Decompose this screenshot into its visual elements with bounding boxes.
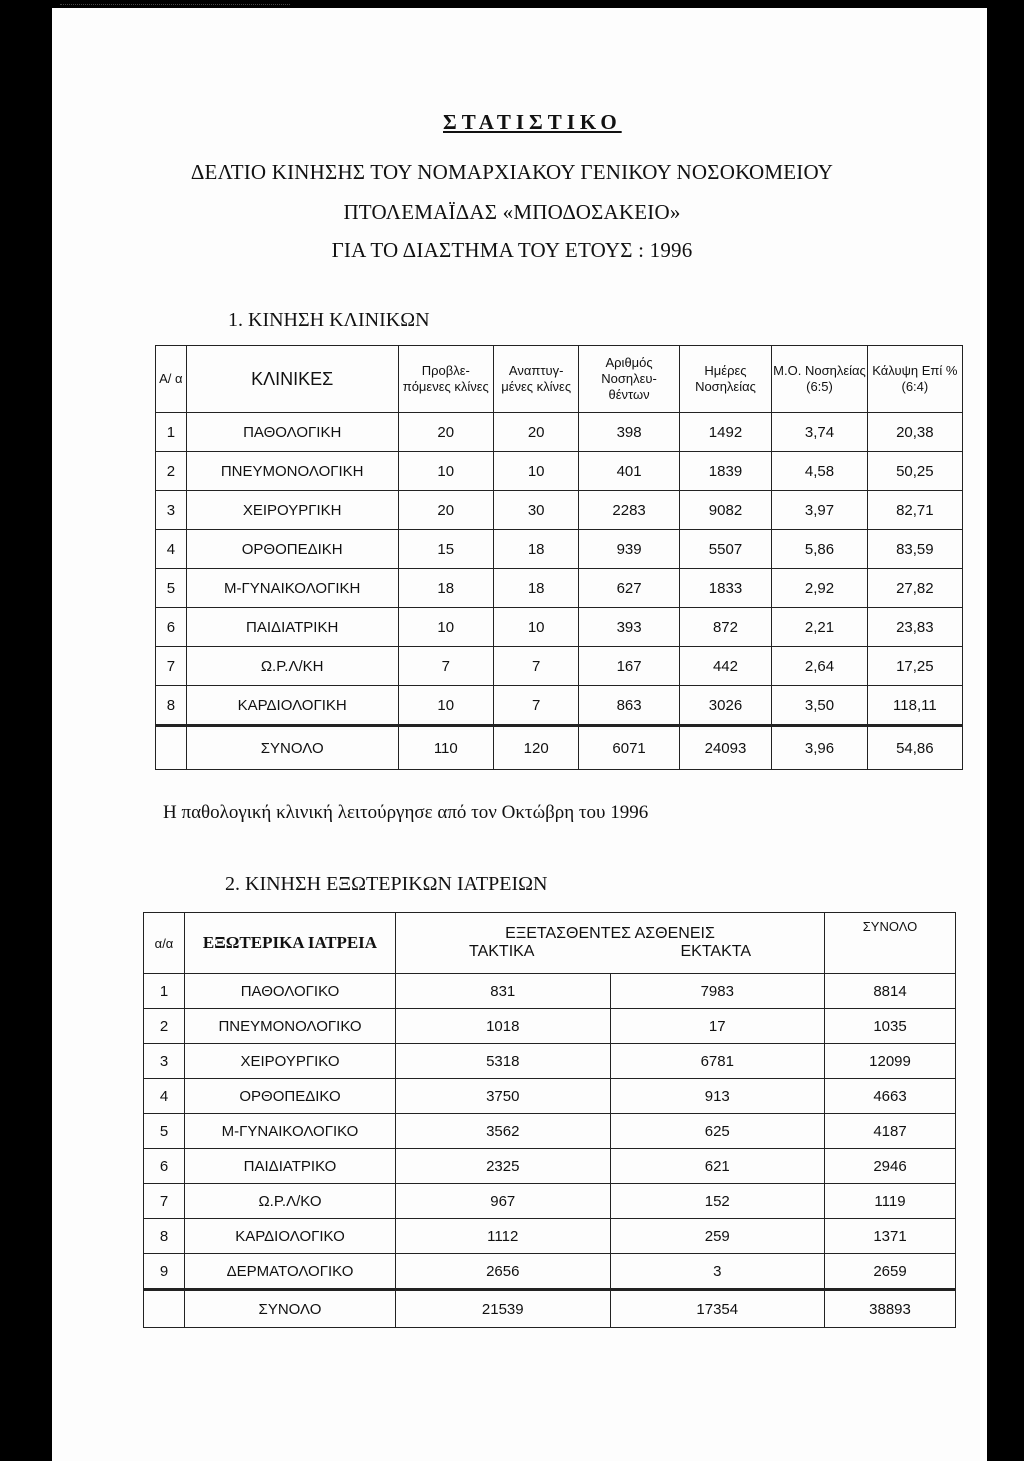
regular-count: 5318 bbox=[396, 1044, 611, 1079]
total-count: 1119 bbox=[825, 1184, 956, 1219]
table-row bbox=[144, 1149, 956, 1184]
header-planned: Προβλε- πόμενες κλίνες bbox=[398, 346, 493, 413]
emergency-count: 7983 bbox=[610, 974, 825, 1009]
outpatient-name: ΧΕΙΡΟΥΡΓΙΚΟ bbox=[185, 1044, 396, 1079]
table-row bbox=[156, 647, 963, 686]
regular-count: 831 bbox=[396, 974, 611, 1009]
planned-beds: 10 bbox=[398, 608, 493, 647]
table-row bbox=[144, 1079, 956, 1114]
row-number: 7 bbox=[156, 647, 187, 686]
table-row bbox=[156, 686, 963, 726]
coverage-percent: 118,11 bbox=[867, 686, 962, 726]
header-regular: ΤΑΚΤΙΚΑ bbox=[468, 943, 535, 960]
planned-beds: 20 bbox=[398, 413, 493, 452]
planned-beds: 10 bbox=[398, 686, 493, 726]
row-number: 8 bbox=[144, 1219, 185, 1254]
hospital-days: 1839 bbox=[679, 452, 772, 491]
header-avg: Μ.Ο. Νοσηλείας (6:5) bbox=[772, 346, 867, 413]
avg-stay: 4,58 bbox=[772, 452, 867, 491]
row-number: 9 bbox=[144, 1254, 185, 1290]
table-row bbox=[156, 452, 963, 491]
emergency-count: 259 bbox=[610, 1219, 825, 1254]
planned-beds: 18 bbox=[398, 569, 493, 608]
developed-beds: 10 bbox=[493, 608, 579, 647]
hospital-days: 1833 bbox=[679, 569, 772, 608]
header-patients: Αριθμός Νοσηλευ- θέντων bbox=[579, 346, 679, 413]
table-row bbox=[144, 1219, 956, 1254]
regular-count: 2656 bbox=[396, 1254, 611, 1290]
planned-beds: 7 bbox=[398, 647, 493, 686]
outpatient-name: Μ-ΓΥΝΑΙΚΟΛΟΓΙΚΟ bbox=[185, 1114, 396, 1149]
patients-count: 939 bbox=[579, 530, 679, 569]
regular-count: 967 bbox=[396, 1184, 611, 1219]
regular-count: 1112 bbox=[396, 1219, 611, 1254]
total-count: 4663 bbox=[825, 1079, 956, 1114]
developed-beds: 18 bbox=[493, 530, 579, 569]
developed-beds: 20 bbox=[493, 413, 579, 452]
avg-stay: 3,50 bbox=[772, 686, 867, 726]
clinic-name: Ω.Ρ.Λ/ΚΗ bbox=[186, 647, 398, 686]
total-count: 8814 bbox=[825, 974, 956, 1009]
table-row bbox=[156, 608, 963, 647]
total-sum: 38893 bbox=[825, 1290, 956, 1328]
emergency-count: 3 bbox=[610, 1254, 825, 1290]
total-patients: 6071 bbox=[579, 726, 679, 770]
emergency-count: 6781 bbox=[610, 1044, 825, 1079]
emergency-count: 17 bbox=[610, 1009, 825, 1044]
patients-count: 398 bbox=[579, 413, 679, 452]
row-number: 7 bbox=[144, 1184, 185, 1219]
avg-stay: 3,97 bbox=[772, 491, 867, 530]
total-label: ΣΥΝΟΛΟ bbox=[185, 1290, 396, 1328]
row-number: 6 bbox=[144, 1149, 185, 1184]
subtitle-line-1: ΔΕΛΤΙΟ ΚΙΝΗΣΗΣ ΤΟΥ ΝΟΜΑΡΧΙΑΚΟΥ ΓΕΝΙΚΟΥ ΝΟΣΟΚΟΜΕΙΟΥ bbox=[190, 160, 834, 184]
developed-beds: 30 bbox=[493, 491, 579, 530]
outpatient-name: Ω.Ρ.Λ/ΚΟ bbox=[185, 1184, 396, 1219]
total-count: 2946 bbox=[825, 1149, 956, 1184]
table-row bbox=[144, 1254, 956, 1290]
row-number: 4 bbox=[144, 1079, 185, 1114]
regular-count: 3562 bbox=[396, 1114, 611, 1149]
patients-count: 2283 bbox=[579, 491, 679, 530]
coverage-percent: 20,38 bbox=[867, 413, 962, 452]
avg-stay: 2,92 bbox=[772, 569, 867, 608]
subtitle-line-3: ΓΙΑ ΤΟ ΔΙΑΣΤΗΜΑ ΤΟΥ ΕΤΟΥΣ : 1996 bbox=[331, 238, 693, 262]
header-clinics: ΕΞΩΤΕΡΙΚΑ ΙΑΤΡΕΙΑ bbox=[185, 913, 396, 974]
header-clinics: ΚΛΙΝΙΚΕΣ bbox=[186, 346, 398, 413]
clinics-header-row bbox=[156, 346, 963, 413]
outpatient-name: ΠΝΕΥΜΟΝΟΛΟΓΙΚΟ bbox=[185, 1009, 396, 1044]
table-row bbox=[156, 530, 963, 569]
section-2-title: 2. ΚΙΝΗΣΗ ΕΞΩΤΕΡΙΚΩΝ ΙΑΤΡΕΙΩΝ bbox=[225, 873, 548, 895]
hospital-days: 3026 bbox=[679, 686, 772, 726]
outpatient-name: ΔΕΡΜΑΤΟΛΟΓΙΚΟ bbox=[185, 1254, 396, 1290]
header-days: Ημέρες Νοσηλείας bbox=[679, 346, 772, 413]
row-number: 2 bbox=[144, 1009, 185, 1044]
header-examined bbox=[396, 913, 825, 974]
patients-count: 627 bbox=[579, 569, 679, 608]
outpatient-name: ΚΑΡΔΙΟΛΟΓΙΚΟ bbox=[185, 1219, 396, 1254]
table-row bbox=[144, 1009, 956, 1044]
table-row bbox=[144, 1184, 956, 1219]
planned-beds: 10 bbox=[398, 452, 493, 491]
patients-count: 167 bbox=[579, 647, 679, 686]
section-1-title: 1. ΚΙΝΗΣΗ ΚΛΙΝΙΚΩΝ bbox=[228, 309, 430, 331]
coverage-percent: 23,83 bbox=[867, 608, 962, 647]
planned-beds: 20 bbox=[398, 491, 493, 530]
total-planned: 110 bbox=[398, 726, 493, 770]
planned-beds: 15 bbox=[398, 530, 493, 569]
patients-count: 393 bbox=[579, 608, 679, 647]
patients-count: 401 bbox=[579, 452, 679, 491]
outpatient-name: ΟΡΘΟΠΕΔΙΚΟ bbox=[185, 1079, 396, 1114]
avg-stay: 3,74 bbox=[772, 413, 867, 452]
header-developed: Αναπτυγ- μένες κλίνες bbox=[493, 346, 579, 413]
header-aa: Α/ α bbox=[156, 346, 187, 413]
emergency-count: 913 bbox=[610, 1079, 825, 1114]
coverage-percent: 17,25 bbox=[867, 647, 962, 686]
table-row bbox=[156, 569, 963, 608]
total-coverage: 54,86 bbox=[867, 726, 962, 770]
total-count: 1371 bbox=[825, 1219, 956, 1254]
table-row bbox=[144, 1044, 956, 1079]
row-number: 6 bbox=[156, 608, 187, 647]
table-row bbox=[156, 413, 963, 452]
document-title: ΣΤΑΤΙΣΤΙΚΟ bbox=[443, 110, 622, 134]
developed-beds: 18 bbox=[493, 569, 579, 608]
footnote: Η παθολογική κλινική λειτούργησε από τον Οκτώβρη του 1996 bbox=[163, 802, 649, 823]
subtitle-line-2: ΠΤΟΛΕΜΑΪΔΑΣ «ΜΠΟΔΟΣΑΚΕΙΟ» bbox=[343, 200, 681, 224]
coverage-percent: 27,82 bbox=[867, 569, 962, 608]
total-count: 2659 bbox=[825, 1254, 956, 1290]
hospital-days: 442 bbox=[679, 647, 772, 686]
hospital-days: 9082 bbox=[679, 491, 772, 530]
avg-stay: 2,21 bbox=[772, 608, 867, 647]
coverage-percent: 50,25 bbox=[867, 452, 962, 491]
total-count: 1035 bbox=[825, 1009, 956, 1044]
hospital-days: 5507 bbox=[679, 530, 772, 569]
header-emergency: ΕΚΤΑΚΤΑ bbox=[680, 943, 751, 960]
regular-count: 1018 bbox=[396, 1009, 611, 1044]
row-number: 1 bbox=[144, 974, 185, 1009]
total-label: ΣΥΝΟΛΟ bbox=[186, 726, 398, 770]
clinics-table bbox=[155, 345, 963, 770]
total-avg: 3,96 bbox=[772, 726, 867, 770]
total-regular: 21539 bbox=[396, 1290, 611, 1328]
row-number: 1 bbox=[156, 413, 187, 452]
row-number: 5 bbox=[156, 569, 187, 608]
developed-beds: 7 bbox=[493, 647, 579, 686]
table-row bbox=[144, 1114, 956, 1149]
clinic-name: ΟΡΘΟΠΕΔΙΚΗ bbox=[186, 530, 398, 569]
clinic-name: ΠΑΙΔΙΑΤΡΙΚΗ bbox=[186, 608, 398, 647]
total-days: 24093 bbox=[679, 726, 772, 770]
total-developed: 120 bbox=[493, 726, 579, 770]
outpatient-name: ΠΑΙΔΙΑΤΡΙΚΟ bbox=[185, 1149, 396, 1184]
header-aa: α/α bbox=[144, 913, 185, 974]
emergency-count: 152 bbox=[610, 1184, 825, 1219]
row-number: 5 bbox=[144, 1114, 185, 1149]
outpatient-name: ΠΑΘΟΛΟΓΙΚΟ bbox=[185, 974, 396, 1009]
emergency-count: 625 bbox=[610, 1114, 825, 1149]
clinic-name: ΧΕΙΡΟΥΡΓΙΚΗ bbox=[186, 491, 398, 530]
developed-beds: 10 bbox=[493, 452, 579, 491]
header-coverage: Κάλυψη Επί % (6:4) bbox=[867, 346, 962, 413]
clinic-name: ΚΑΡΔΙΟΛΟΓΙΚΗ bbox=[186, 686, 398, 726]
row-number: 3 bbox=[156, 491, 187, 530]
developed-beds: 7 bbox=[493, 686, 579, 726]
clinics-total-row bbox=[156, 726, 963, 770]
avg-stay: 5,86 bbox=[772, 530, 867, 569]
row-number: 8 bbox=[156, 686, 187, 726]
total-count: 4187 bbox=[825, 1114, 956, 1149]
examined-title: ΕΞΕΤΑΣΘΕΝΤΕΣ ΑΣΘΕΝΕΙΣ bbox=[505, 925, 715, 942]
hospital-days: 1492 bbox=[679, 413, 772, 452]
table-row bbox=[156, 491, 963, 530]
clinic-name: ΠΝΕΥΜΟΝΟΛΟΓΙΚΗ bbox=[186, 452, 398, 491]
total-emergency: 17354 bbox=[610, 1290, 825, 1328]
coverage-percent: 82,71 bbox=[867, 491, 962, 530]
header-total: ΣΥΝΟΛΟ bbox=[825, 913, 956, 974]
outpatient-header-row bbox=[144, 913, 956, 974]
total-blank bbox=[144, 1290, 185, 1328]
patients-count: 863 bbox=[579, 686, 679, 726]
regular-count: 3750 bbox=[396, 1079, 611, 1114]
outpatient-table bbox=[143, 912, 956, 1328]
row-number: 4 bbox=[156, 530, 187, 569]
examined-subheaders bbox=[396, 943, 824, 961]
clinic-name: Μ-ΓΥΝΑΙΚΟΛΟΓΙΚΗ bbox=[186, 569, 398, 608]
scan-artifact-line bbox=[60, 4, 290, 7]
emergency-count: 621 bbox=[610, 1149, 825, 1184]
total-count: 12099 bbox=[825, 1044, 956, 1079]
hospital-days: 872 bbox=[679, 608, 772, 647]
total-blank bbox=[156, 726, 187, 770]
regular-count: 2325 bbox=[396, 1149, 611, 1184]
avg-stay: 2,64 bbox=[772, 647, 867, 686]
row-number: 2 bbox=[156, 452, 187, 491]
row-number: 3 bbox=[144, 1044, 185, 1079]
coverage-percent: 83,59 bbox=[867, 530, 962, 569]
outpatient-total-row bbox=[144, 1290, 956, 1328]
clinic-name: ΠΑΘΟΛΟΓΙΚΗ bbox=[186, 413, 398, 452]
table-row bbox=[144, 974, 956, 1009]
